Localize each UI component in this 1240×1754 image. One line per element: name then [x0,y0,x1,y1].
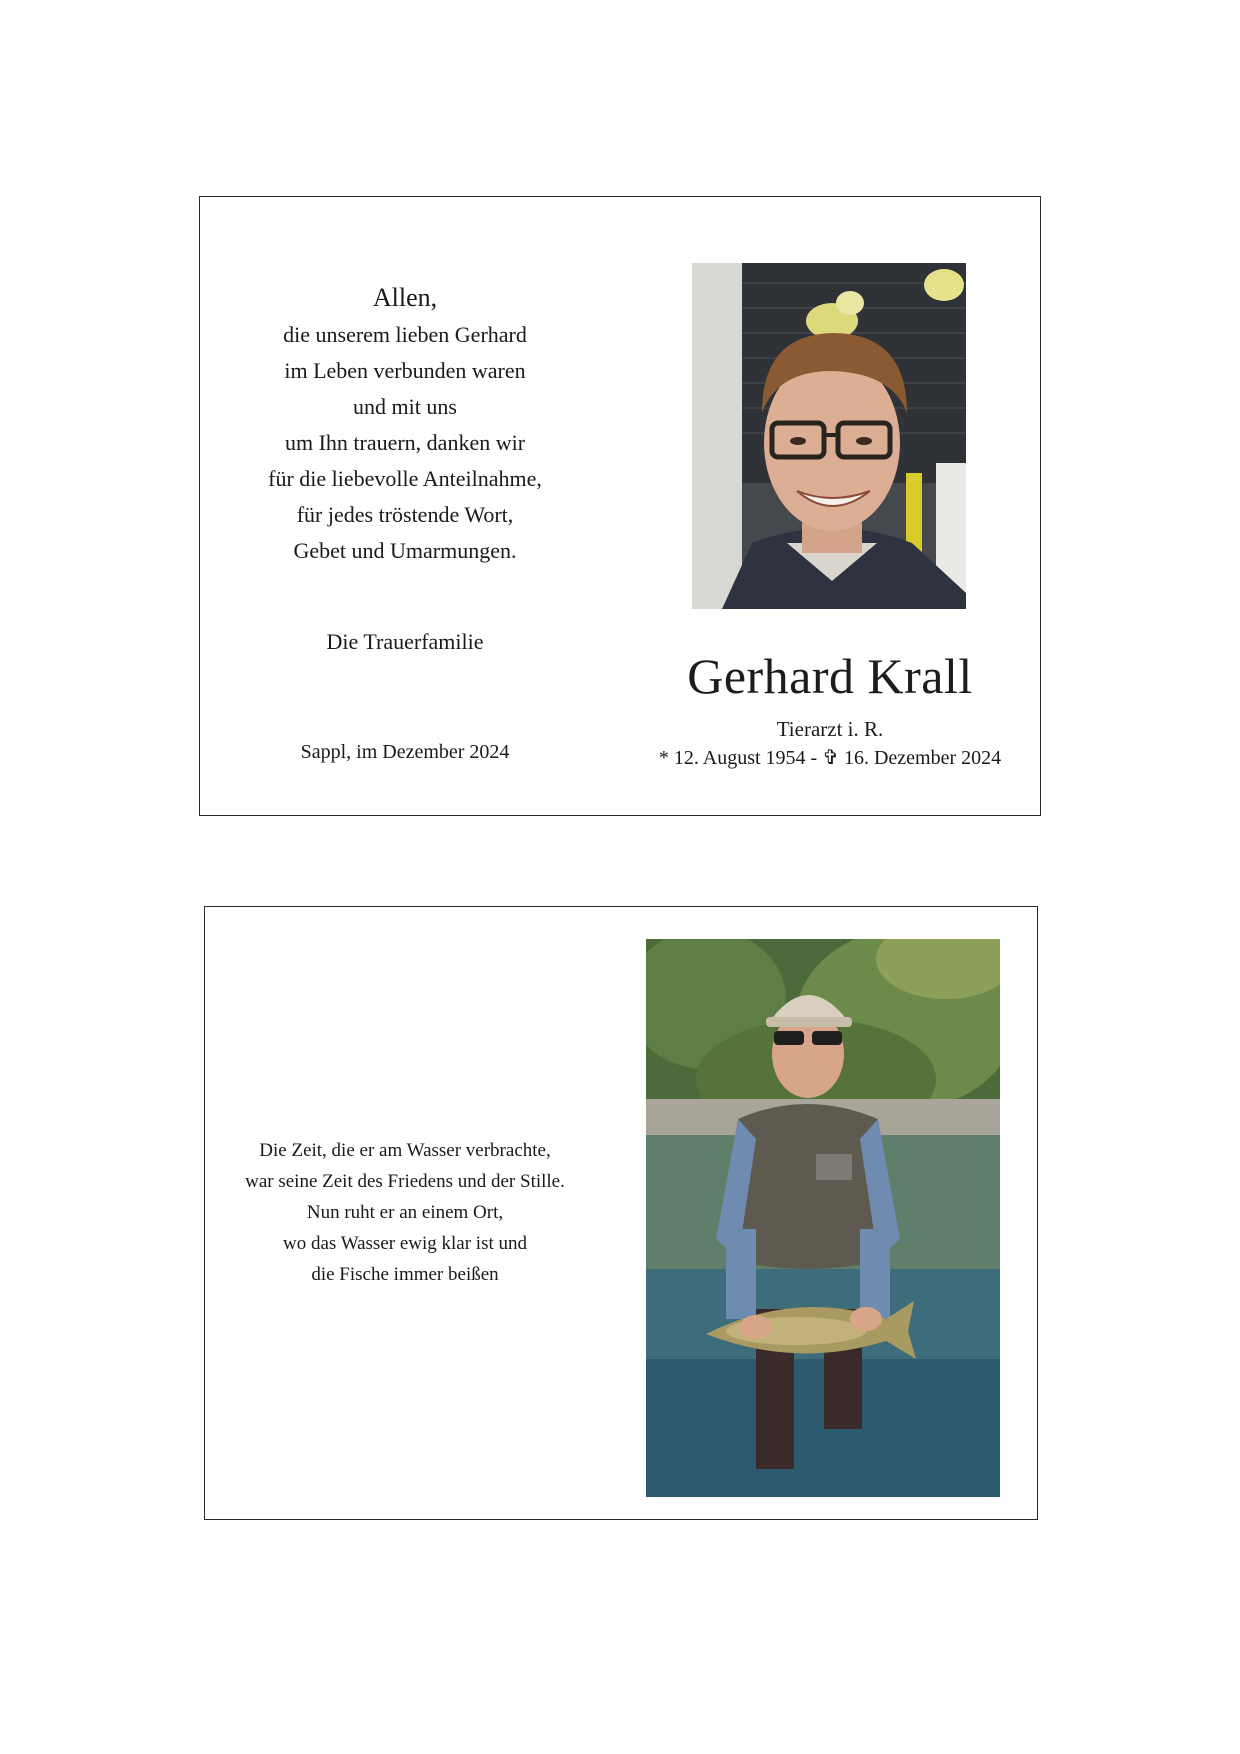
memorial-quote [215,1135,595,1290]
quote-line: Nun ruht er an einem Ort, [306,1202,504,1223]
thanks-text [240,279,570,569]
fishing-photo [646,939,1000,1497]
profession: Tierarzt i. R. [776,717,884,741]
thanks-line: die unserem lieben Gerhard [283,322,527,347]
quote-line: Die Zeit, die er am Wasser verbrachte, [259,1140,551,1161]
deceased-name: Gerhard Krall [687,648,973,704]
thanks-line: Allen, [372,283,438,312]
thanks-line: und mit uns [353,394,457,419]
thanks-line: im Leben verbunden waren [284,358,526,383]
thanks-line: für die liebevolle Anteilnahme, [268,466,542,491]
family-signature: Die Trauerfamilie [326,629,484,654]
quote-line: wo das Wasser ewig klar ist und [282,1233,528,1254]
thanks-line: Gebet und Umarmungen. [293,538,517,563]
memorial-card-front [199,196,1041,816]
life-dates: * 12. August 1954 - ✞ 16. Dezember 2024 [658,747,1002,769]
place-date: Sappl, im Dezember 2024 [300,741,510,763]
quote-line: war seine Zeit des Friedens und der Stille. [245,1171,565,1192]
thanks-line: für jedes tröstende Wort, [296,502,514,527]
quote-line: die Fische immer beißen [311,1264,499,1285]
thanks-line: um Ihn trauern, danken wir [284,430,526,455]
portrait-photo [692,263,966,609]
memorial-card-back [204,906,1038,1520]
